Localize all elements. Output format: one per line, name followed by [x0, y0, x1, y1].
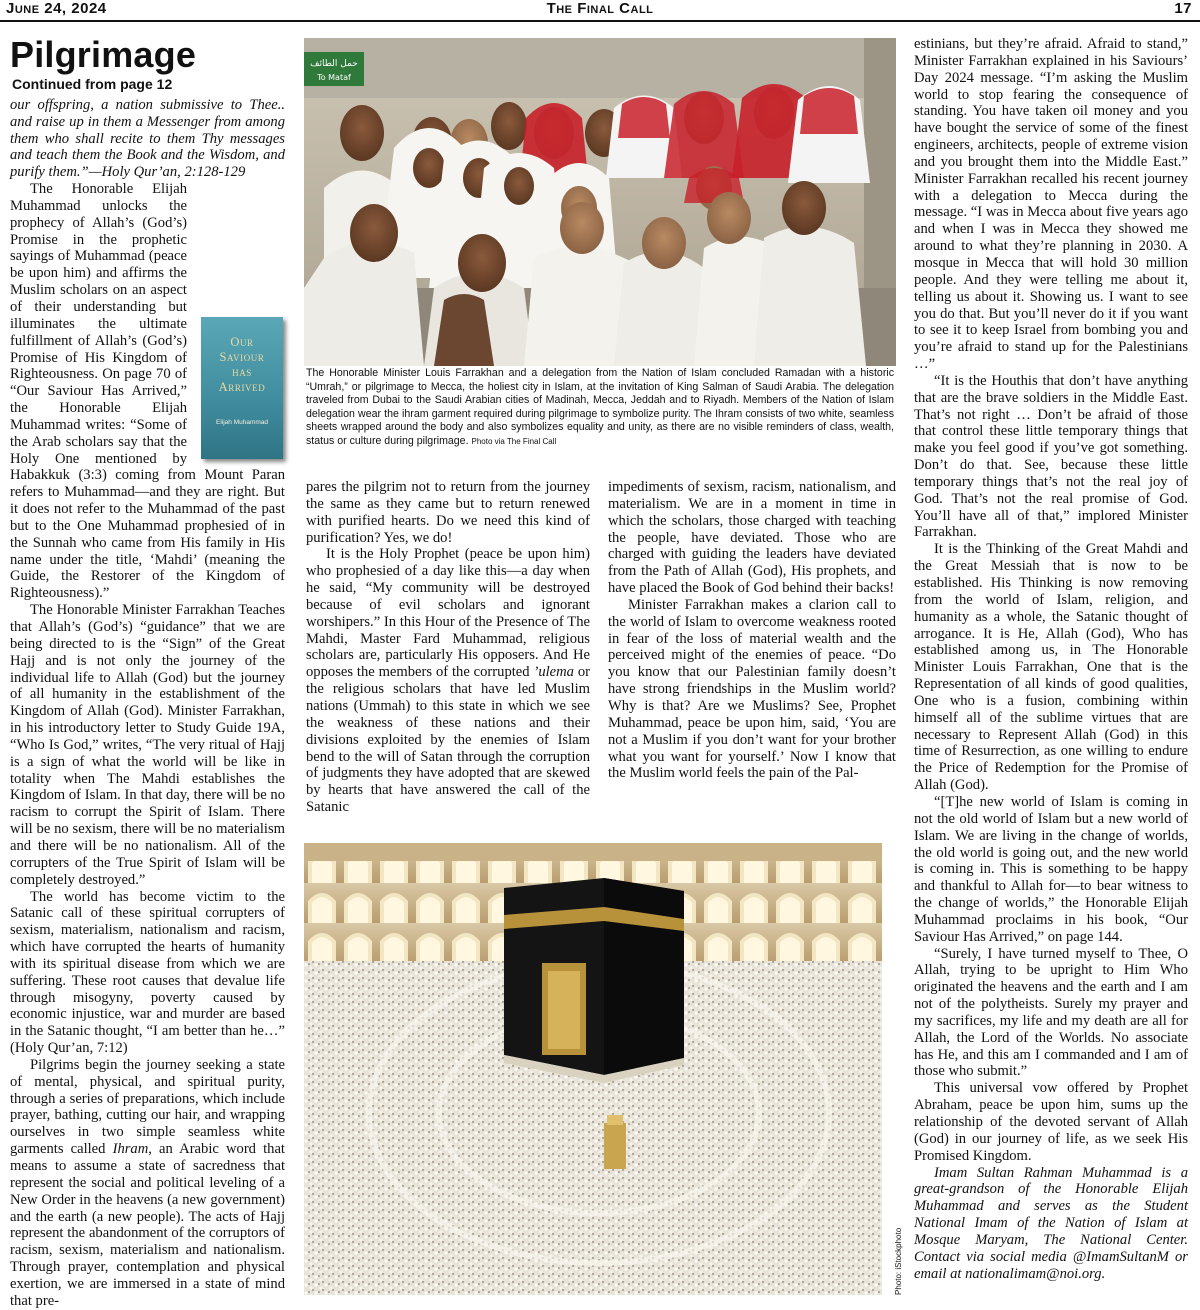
author-bio: Imam Sultan Rahman Muhammad is a great-grandson of the Honorable Elijah Muhammad and serves as the Student National Imam of the Nation of Islam at Mosque Maryam, The National Center. Contact via social media @ImamSultanM or email at nationalimam@noi.org.: [914, 1164, 1188, 1282]
continued-from: Continued from page 12: [12, 76, 173, 92]
paragraph: It is the Thinking of the Great Mahdi and the Great Messiah that is now to be established. His Thinking is now removing from the world of Islam, religion, and humanity as a whole, the Satanic thought of arrogance. It is He, Allah (God), Who has established among us, in The Honorable Minister Louis Farrakhan, One that is the Representation of all kinds of good qualities, One who is a fusion, combining within himself all of the sublime virtues that are necessary to Represent Allah (God) in this time of Resurrection, as one willing to endure the Price of Redemption for the Promise of Allah (God).: [914, 541, 1188, 794]
article-column-2: [306, 479, 590, 837]
delegation-photo-graphic: [304, 38, 896, 366]
paragraph: estinians, but they’re afraid. Afraid to stand,” Minister Farrakhan explained in his Saviours’ Day 2024 message. “I’m asking the Muslim world to stop fearing the consequence of standing. You have taken oil money and you have bought the service of some of the finest engineers, architects, people of extreme vision and you brought them into the Middle East.” Minister Farrakhan recalled his recent journey with a delegation to Mecca during the message. “I was in Mecca about five years ago and when I was in Mecca they showed me around to what they’re planning in 2030. A mosque in Mecca that will hold 30 million people. And they were telling me about it, telling us about it. Showing us. I want to see you do that. But you’ll never do it if you want to see it to keep Israel from bombing you and you’re afraid to stand up for the Palestinians …”: [914, 36, 1188, 373]
delegation-photo: [304, 38, 896, 366]
page-number: 17: [1174, 0, 1192, 17]
paragraph: “[T]he new world of Islam is coming in not the old world of Islam but a new world of Islam. We are living in the change of worlds, the old world is going out, and the new world is coming in. This is something to be happy and thankful to Allah for—to bear witness to the change of worlds,” the Honorable Elijah Muhammad proclaims in his book, “Our Saviour Has Arrived,” on page 144.: [914, 793, 1188, 945]
kaaba-photo-graphic: [304, 843, 882, 1295]
kaaba-photo-credit: [882, 1227, 903, 1295]
photo-credit: Photo: iStockphoto: [894, 1227, 903, 1295]
article-column-1: [10, 34, 285, 1309]
paragraph: The world has become victim to the Satanic call of these spiritual corrupters of sexism, materialism, nationalism and racism, which have corrupted the hearts of humanity with its spiritual disease from which we are suffering. These root causes that devalue life through misogyny, poverty caused by economic injustice, war and murder are based in the Satanic thought, “I am better than he…” (Holy Qur’an, 7:12): [10, 888, 285, 1057]
sign-english-text: To Mataf: [317, 73, 351, 82]
paragraph: Minister Farrakhan makes a clarion call to the world of Islam to overcome weakness rooted in fear of the loss of material wealth and the perceived might of the enemies of peace. “Do you know that our Palestinian family doesn’t have strong friendships in the Muslim world? Why is that? Are we Muslims? See, Prophet Muhammad, peace be upon him, said, ‘You are not a Muslim if you don’t want for your brother what you want for yourself.’ Now I know that the Muslim world feels the pain of the Pal-: [608, 596, 896, 782]
book-title-line: Arrived: [218, 380, 266, 395]
book-title-line: Saviour: [219, 350, 265, 365]
paragraph: The Honorable Minister Farrakhan Teaches that Allah’s (God’s) “guidance” that we are being directed to is the “Sign” of the Great Hajj and is not only the journey of the individual life to Allah (God) but the journey of all humanity in the establishment of the Kingdom of Allah (God). Minister Farrakhan, in his introductory letter to Study Guide 19A, “Who Is God,” writes, “The very ritual of Hajj is a sign of what the world will be like in totality when The Mahdi establishes the Kingdom of Islam. In that day, there will be no racism to corrupt the Spirit of Islam. There will be no sexism, there will be no materialism and there will be no nationalism. All of the corrupters of the True Spirit of Islam will be completely destroyed.”: [10, 602, 285, 888]
text-run: or the religious scholars that have led Muslim nations (Ummah) to this state in which we see the weakness of these nations and their divisions exploited by the enemies of Islam bend to the will of Satan through the corruption of judgments they have adopted that are skewed by hearts that have answered the call of the Satanic: [306, 664, 591, 816]
paragraph: impediments of sexism, racism, nationalism, and materialism. We are in a moment in time in which the scholars, those charged with teaching the people, have deviated. Those who are charged with guiding the leaders have deviated from the Path of Allah (God), His prophets, and have placed the Book of God behind their backs!: [608, 479, 896, 597]
article-column-3: [608, 479, 896, 837]
paragraph: The Honorable Elijah Muhammad unlocks the prophecy of Allah’s (God’s) Promise in the prophetic sayings of Muhammad (peace be upon him) and affirms the Muslim scholars on an aspect of their understanding but illuminates the ultimate fulfillment of Allah’s (God’s) Promise of His Kingdom of Righteousness. On page 70 of “Our Saviour Has Arrived,” the Honorable Elijah Muhammad writes: “Some of the Arab scholars say that the Holy One mentioned by Habakkuk (3:3) coming from Mount Paran refers to Muhammad—and they are right. But it does not refer to the Muhammad of the past but to the One Muhammad prophesied of in the Sunnah who came from His family in His name under the title, ‘Mahdi’ (meaning the Guide, the Restorer of the Kingdom of Righteousness).”: [10, 181, 285, 602]
kaaba-photo: [304, 843, 882, 1295]
delegation-photo-caption: [306, 367, 894, 449]
text-run: , an Arabic word that means to assume a state of sacredness that represent the social and political leveling of a New Order in the heavens (a new government) and the earth (a new people). The acts of Hajj represent the abandonment of the corruptors of racism, sexism, materialism and nationalism. Through prayer, contemplation and physical exertion, we are immersed in a state of mind that pre-: [10, 1141, 285, 1309]
book-title-line: has: [232, 365, 252, 380]
sign-arabic-text: حمل الطائف: [310, 59, 358, 69]
paragraph: “It is the Houthis that don’t have anything that are the brave soldiers in the Middle East. That’s not right … Don’t be afraid of those that control these little temporary things that make you feel good if you’ve got something. Don’t do that. See, because these little temporary things that’s not the real joy of God. That’s not the real promise of God. You’ll have all of that,” implored Minister Farrakhan.: [914, 372, 1188, 541]
publication-name: The Final Call: [546, 0, 654, 17]
caption-text: The Honorable Minister Louis Farrakhan and a delegation from the Nation of Islam concluded Ramadan with a historic “Umrah,” or pilgrimage to Mecca, the holiest city in Islam, at the invitation of King Salman of Saudi Arabia. The delegation traveled from Dubai to the Saudi Arabian cities of Madinah, Mecca, Jeddah and to Riyadh. Members of the Nation of Islam delegation wear the ihram garment required during pilgrimage to symbolize purity. The Ihram consists of two white, seamless sheets wrapped around the body and also symbolizes equality and unity, as there are no visible reminders of class, wealth, status or culture during pilgrimage.: [306, 367, 894, 447]
kaaba: [504, 878, 684, 1083]
ihram-term: Ihram: [112, 1141, 149, 1158]
text-run: Pilgrims begin the journey seeking a state of mental, physical, and spiritual purity, through a series of preparations, which include prayer, bathing, cutting our hair, and wrapping ourselves in two simple seamless white garments called: [10, 1056, 285, 1158]
book-author: Elijah Muhammad: [215, 419, 269, 427]
paragraph: “Surely, I have turned myself to Thee, O Allah, trying to be upright to Him Who originated the heavens and the earth and I am not of the polytheists. Surely my prayer and my sacrifices, my life and my death are all for Allah, the Lord of the Worlds. No associate has He, and this am I commanded and I am of those who submit.”: [914, 945, 1188, 1080]
paragraph: pares the pilgrim not to return from the journey the same as they came but to return renewed with purified hearts. Do we need this kind of purification? Yes, we do!: [306, 479, 590, 546]
maqam-ibrahim: [604, 1123, 626, 1169]
text-run: It is the Holy Prophet (peace be upon him) who prophesied of a day like this—a day when he said, “My community will be destroyed because of evil scholars and ignorant worshipers.” In this Hour of the Presence of The Mahdi, Master Fard Muhammad, religious scholars are, particularly His opposers. And He opposes the members of the corrupted: [306, 546, 590, 681]
page-header: [0, 0, 1200, 22]
book-title: [201, 335, 283, 395]
book-title-line: Our: [230, 335, 254, 350]
issue-date: June 24, 2024: [6, 0, 107, 17]
headline: Pilgrimage: [10, 34, 197, 75]
book-cover-image: [195, 317, 285, 465]
paragraph: [306, 546, 590, 816]
paragraph: [10, 1057, 285, 1310]
quran-quote: our offspring, a nation submissive to Thee.. and raise up in them a Messenger from among them who shall recite to them Thy messages and teach them the Book and the Wisdom, and purify them.”—Holy Qur’an, 2:128-129: [10, 96, 285, 181]
ulema-term: ’ulema: [533, 664, 574, 681]
photo-credit: Photo via The Final Call: [471, 436, 557, 446]
book-cover: [201, 317, 283, 459]
article-column-4: [914, 36, 1188, 1298]
paragraph: This universal vow offered by Prophet Abraham, peace be upon him, sums up the relationship of the devoted servant of Allah (God) in our journey of life, as we seek His Promised Kingdom.: [914, 1080, 1188, 1164]
